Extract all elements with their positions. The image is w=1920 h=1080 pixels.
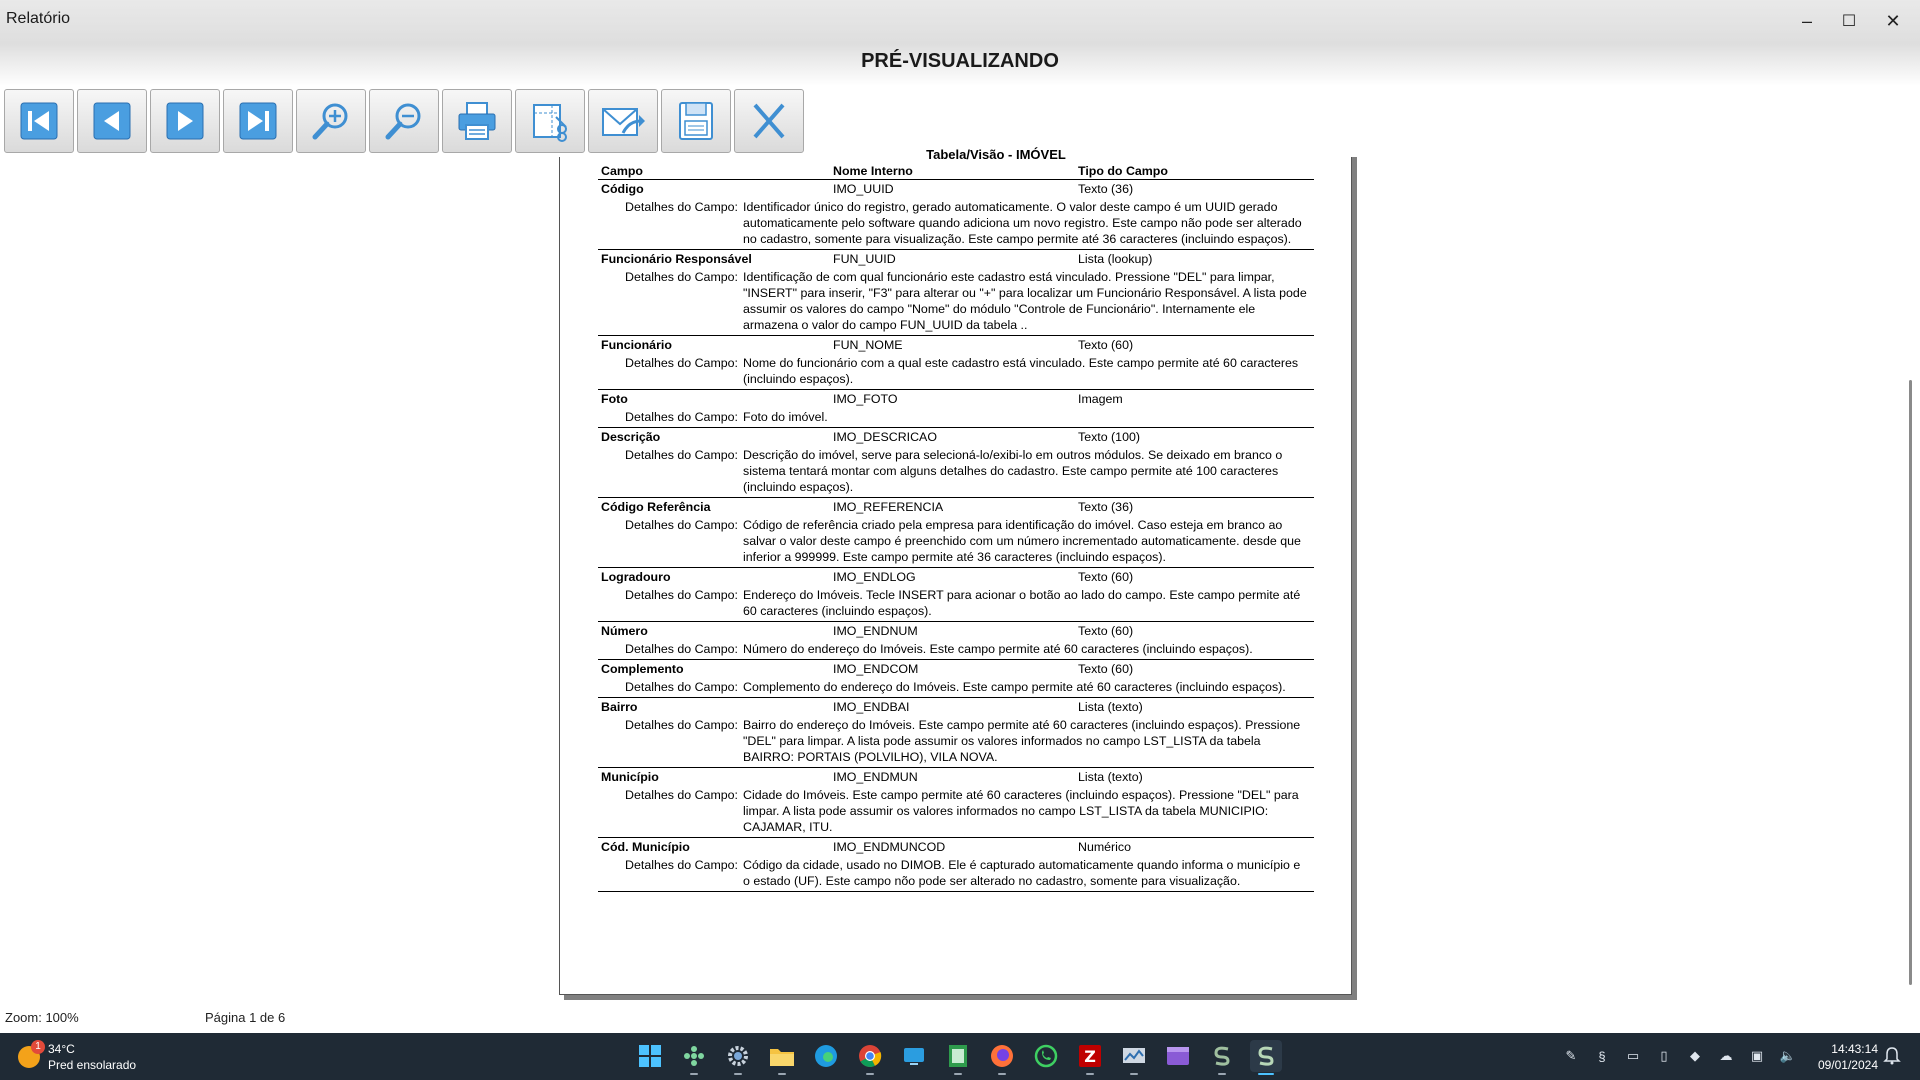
column-headers bbox=[598, 163, 1314, 180]
close-window-button[interactable]: ✕ bbox=[1885, 10, 1901, 31]
taskbar-widgets[interactable] bbox=[678, 1040, 710, 1072]
details-label: Detalhes do Campo: bbox=[625, 270, 738, 284]
details-label: Detalhes do Campo: bbox=[625, 642, 738, 656]
field-campo: Descrição bbox=[601, 430, 661, 444]
details-label: Detalhes do Campo: bbox=[625, 588, 738, 602]
field-details: Bairro do endereço do Imóveis. Este campo permite até 60 caracteres (incluindo espaços). Pressione "DEL" para limpar. A lista pode assumir os valores informados no campo LST_LISTA da tabela BAIRRO: PORTAIS (POLVILHO), VILA NOVA. bbox=[743, 718, 1301, 764]
report-field bbox=[598, 622, 1314, 660]
field-nome-interno: IMO_DESCRICAO bbox=[833, 430, 937, 444]
taskbar-custom-app[interactable] bbox=[1206, 1040, 1238, 1072]
system-tray bbox=[1562, 1047, 1797, 1065]
field-nome-interno: IMO_ENDBAI bbox=[833, 700, 910, 714]
cloud-icon[interactable]: ☁ bbox=[1719, 1048, 1733, 1063]
widgets-icon bbox=[682, 1044, 706, 1068]
send-email-button[interactable] bbox=[588, 89, 658, 153]
save-button[interactable] bbox=[661, 89, 731, 153]
report-field bbox=[598, 498, 1314, 568]
maximize-button[interactable]: ☐ bbox=[1841, 13, 1857, 30]
field-details: Foto do imóvel. bbox=[743, 410, 828, 424]
close-x-icon bbox=[745, 99, 793, 143]
temperature: 34°C bbox=[48, 1042, 75, 1056]
field-tipo: Texto (60) bbox=[1078, 338, 1134, 352]
field-campo: Cód. Município bbox=[601, 840, 690, 854]
field-campo: Número bbox=[601, 624, 648, 638]
taskbar-whatsapp[interactable] bbox=[1030, 1040, 1062, 1072]
taskbar-remote-desktop[interactable] bbox=[898, 1040, 930, 1072]
notification-bell-icon[interactable] bbox=[1884, 1047, 1900, 1068]
report-field bbox=[598, 336, 1314, 390]
page-setup-button[interactable] bbox=[515, 89, 585, 153]
pen-icon[interactable]: ✎ bbox=[1565, 1048, 1577, 1063]
page-setup-icon bbox=[526, 99, 574, 143]
skip-end-icon bbox=[234, 99, 282, 143]
custom-app-active-icon bbox=[1254, 1044, 1278, 1068]
field-campo: Logradouro bbox=[601, 570, 671, 584]
skip-start-icon bbox=[15, 99, 63, 143]
scrollbar-thumb[interactable] bbox=[1909, 380, 1912, 985]
field-tipo: Texto (100) bbox=[1078, 430, 1140, 444]
edge-icon bbox=[814, 1044, 838, 1068]
field-details: Código da cidade, usado no DIMOB. Ele é capturado automaticamente quando informa o município e o estado (UF). Este campo nõo pode ser alterado no cadastro, somente para visualização. bbox=[743, 858, 1301, 888]
app-tray-icon[interactable]: § bbox=[1598, 1048, 1606, 1064]
previous-page-button[interactable] bbox=[77, 89, 147, 153]
field-nome-interno: FUN_NOME bbox=[833, 338, 903, 352]
column-tipo-campo: Tipo do Campo bbox=[1078, 164, 1168, 178]
triangle-left-icon bbox=[88, 99, 136, 143]
minimize-button[interactable]: – bbox=[1801, 10, 1812, 31]
zoom-in-button[interactable] bbox=[296, 89, 366, 153]
start-button[interactable] bbox=[634, 1040, 666, 1072]
details-label: Detalhes do Campo: bbox=[625, 518, 738, 532]
details-label: Detalhes do Campo: bbox=[625, 858, 738, 872]
fields-list bbox=[598, 180, 1314, 892]
details-label: Detalhes do Campo: bbox=[625, 718, 738, 732]
report-field bbox=[598, 390, 1314, 428]
field-details: Código de referência criado pela empresa para identificação do imóvel. Caso esteja em branco ao salvar o valor deste campo é preenchido com um número incrementado automaticamente. desde que inferior a 999999. Este campo permite até 36 caracteres (incluindo espaços). bbox=[743, 518, 1301, 564]
custom-app-icon bbox=[1210, 1044, 1234, 1068]
taskbar-video-app[interactable] bbox=[1162, 1040, 1194, 1072]
taskbar-settings[interactable] bbox=[722, 1040, 754, 1072]
print-button[interactable] bbox=[442, 89, 512, 153]
next-page-button[interactable] bbox=[150, 89, 220, 153]
report-content bbox=[598, 147, 1314, 892]
taskbar-filezilla[interactable] bbox=[1074, 1040, 1106, 1072]
preview-area[interactable] bbox=[0, 147, 1920, 1007]
network-icon[interactable]: ▣ bbox=[1750, 1048, 1764, 1063]
field-tipo: Texto (60) bbox=[1078, 624, 1134, 638]
field-tipo: Numérico bbox=[1078, 840, 1132, 854]
clock-date: 09/01/2024 bbox=[1817, 1058, 1878, 1072]
field-nome-interno: IMO_FOTO bbox=[833, 392, 898, 406]
report-field bbox=[598, 660, 1314, 698]
taskbar-chrome[interactable] bbox=[854, 1040, 886, 1072]
field-tipo: Texto (60) bbox=[1078, 570, 1134, 584]
security-icon[interactable]: ◆ bbox=[1690, 1048, 1700, 1063]
field-tipo: Texto (36) bbox=[1078, 500, 1134, 514]
field-tipo: Lista (lookup) bbox=[1078, 252, 1153, 266]
sun-icon bbox=[18, 1041, 41, 1068]
report-field bbox=[598, 568, 1314, 622]
status-bar bbox=[0, 1007, 1920, 1033]
field-campo: Bairro bbox=[601, 700, 638, 714]
zoom-label: Zoom: 100% bbox=[5, 1010, 79, 1025]
notification-badge: 1 bbox=[31, 1040, 45, 1054]
forecast: Pred ensolarado bbox=[48, 1058, 137, 1072]
taskbar-custom-app-active[interactable] bbox=[1250, 1040, 1282, 1072]
details-label: Detalhes do Campo: bbox=[625, 200, 738, 214]
field-details: Nome do funcionário com a qual este cadastro está vinculado. Este campo permite até 60 caracteres (incluindo espaços). bbox=[743, 356, 1299, 386]
taskbar-apps bbox=[634, 1040, 1282, 1072]
details-label: Detalhes do Campo: bbox=[625, 448, 738, 462]
weather-widget[interactable] bbox=[18, 1041, 136, 1073]
column-nome-interno: Nome Interno bbox=[833, 164, 913, 178]
details-label: Detalhes do Campo: bbox=[625, 680, 738, 694]
close-preview-button[interactable] bbox=[734, 89, 804, 153]
start-icon bbox=[638, 1044, 662, 1068]
last-page-button[interactable] bbox=[223, 89, 293, 153]
title-bar bbox=[0, 0, 1920, 44]
firefox-icon bbox=[990, 1044, 1014, 1068]
preview-toolbar bbox=[4, 89, 804, 155]
details-label: Detalhes do Campo: bbox=[625, 410, 738, 424]
monitor-app-icon bbox=[1122, 1045, 1146, 1067]
column-campo: Campo bbox=[601, 164, 643, 178]
field-details: Complemento do endereço do Imóveis. Este campo permite até 60 caracteres (incluindo espaços). bbox=[743, 680, 1286, 694]
display-icon[interactable]: ▭ bbox=[1626, 1048, 1640, 1063]
filezilla-icon bbox=[1078, 1044, 1102, 1068]
first-page-button[interactable] bbox=[4, 89, 74, 153]
field-nome-interno: IMO_ENDLOG bbox=[833, 570, 916, 584]
field-details: Número do endereço do Imóveis. Este campo permite até 60 caracteres (incluindo espaços). bbox=[743, 642, 1253, 656]
field-nome-interno: FUN_UUID bbox=[833, 252, 896, 266]
field-details: Endereço do Imóveis. Tecle INSERT para acionar o botão ao lado do campo. Este campo permite até 60 caracteres (incluindo espaços). bbox=[743, 588, 1301, 618]
details-label: Detalhes do Campo: bbox=[625, 356, 738, 370]
taskbar-spreadsheet[interactable] bbox=[942, 1040, 974, 1072]
details-label: Detalhes do Campo: bbox=[625, 788, 738, 802]
field-campo: Foto bbox=[601, 392, 628, 406]
file-explorer-icon bbox=[769, 1045, 795, 1067]
floppy-disk-icon bbox=[672, 99, 720, 143]
field-nome-interno: IMO_ENDCOM bbox=[833, 662, 919, 676]
report-field bbox=[598, 698, 1314, 768]
field-nome-interno: IMO_ENDNUM bbox=[833, 624, 918, 638]
settings-icon bbox=[726, 1044, 750, 1068]
report-field bbox=[598, 250, 1314, 336]
field-nome-interno: IMO_REFERENCIA bbox=[833, 500, 944, 514]
clock-time: 14:43:14 bbox=[1831, 1042, 1878, 1056]
field-tipo: Texto (36) bbox=[1078, 182, 1134, 196]
report-field bbox=[598, 838, 1314, 892]
remote-desktop-icon bbox=[902, 1045, 926, 1067]
zoom-out-button[interactable] bbox=[369, 89, 439, 153]
taskbar-file-explorer[interactable] bbox=[766, 1040, 798, 1072]
field-campo: Funcionário Responsável bbox=[601, 252, 752, 266]
field-campo: Código bbox=[601, 182, 644, 196]
field-nome-interno: IMO_UUID bbox=[833, 182, 894, 196]
preview-title: PRÉ-VISUALIZANDO bbox=[861, 50, 1059, 72]
field-details: Identificação de com qual funcionário este cadastro está vinculado. Pressione "DEL" para limpar, "INSERT" para inserir, "F3" para alterar ou "+" para localizar um Funcionário Responsável. A lista pode assumir os valores do campo "Nome" do módulo "Controle de Funcionário". Internamente ele armazena o valor do campo FUN_UUID da tabela .. bbox=[743, 270, 1307, 332]
window-title: Relatório bbox=[6, 10, 71, 27]
field-details: Descrição do imóvel, serve para selecioná-lo/exibi-lo em outros módulos. Se deixado em branco o sistema tentará montar com alguns detalhes do cadastro. Este campo permite até 100 caracteres (incluindo espaços). bbox=[743, 448, 1283, 494]
printer-icon bbox=[453, 99, 501, 143]
field-details: Cidade do Imóveis. Este campo permite até 60 caracteres (incluindo espaços). Pressione "DEL" para limpar. A lista pode assumir os valores informados no campo LST_LISTA da tabela MUNICIPIO: CAJAMAR, ITU. bbox=[743, 788, 1299, 834]
field-tipo: Texto (60) bbox=[1078, 662, 1134, 676]
taskbar-firefox[interactable] bbox=[986, 1040, 1018, 1072]
page-label: Página 1 de 6 bbox=[205, 1010, 286, 1025]
field-nome-interno: IMO_ENDMUNCOD bbox=[833, 840, 946, 854]
spreadsheet-icon bbox=[947, 1044, 969, 1068]
field-tipo: Imagem bbox=[1078, 392, 1123, 406]
report-field bbox=[598, 180, 1314, 250]
chrome-icon bbox=[858, 1044, 882, 1068]
system-clock[interactable] bbox=[1808, 1041, 1878, 1073]
field-tipo: Lista (texto) bbox=[1078, 770, 1143, 784]
usb-icon[interactable]: ▯ bbox=[1660, 1048, 1668, 1063]
field-tipo: Lista (texto) bbox=[1078, 700, 1143, 714]
taskbar-monitor-app[interactable] bbox=[1118, 1040, 1150, 1072]
zoom-in-icon bbox=[307, 99, 355, 143]
triangle-right-icon bbox=[161, 99, 209, 143]
report-page bbox=[559, 147, 1352, 995]
report-field bbox=[598, 428, 1314, 498]
volume-icon[interactable]: 🔈 bbox=[1779, 1048, 1797, 1063]
field-campo: Funcionário bbox=[601, 338, 672, 352]
whatsapp-icon bbox=[1034, 1044, 1058, 1068]
taskbar-edge[interactable] bbox=[810, 1040, 842, 1072]
field-details: Identificador único do registro, gerado automaticamente. O valor deste campo é um UUID gerado automaticamente pelo software quando adiciona um novo registro. Este campo não pode ser alterado no cadastro, somente para visualização. Este campo permite até 36 caracteres (incluindo espaços). bbox=[743, 200, 1302, 246]
field-nome-interno: IMO_ENDMUN bbox=[833, 770, 918, 784]
report-heading: Tabela/Visão - IMÓVEL bbox=[926, 147, 1066, 162]
video-app-icon bbox=[1166, 1045, 1190, 1067]
field-campo: Código Referência bbox=[601, 500, 711, 514]
field-campo: Complemento bbox=[601, 662, 684, 676]
envelope-arrow-icon bbox=[599, 99, 647, 143]
svg-text:Z: Z bbox=[1084, 1047, 1096, 1066]
taskbar bbox=[0, 1033, 1920, 1080]
zoom-out-icon bbox=[380, 99, 428, 143]
field-campo: Município bbox=[601, 770, 659, 784]
report-field bbox=[598, 768, 1314, 838]
